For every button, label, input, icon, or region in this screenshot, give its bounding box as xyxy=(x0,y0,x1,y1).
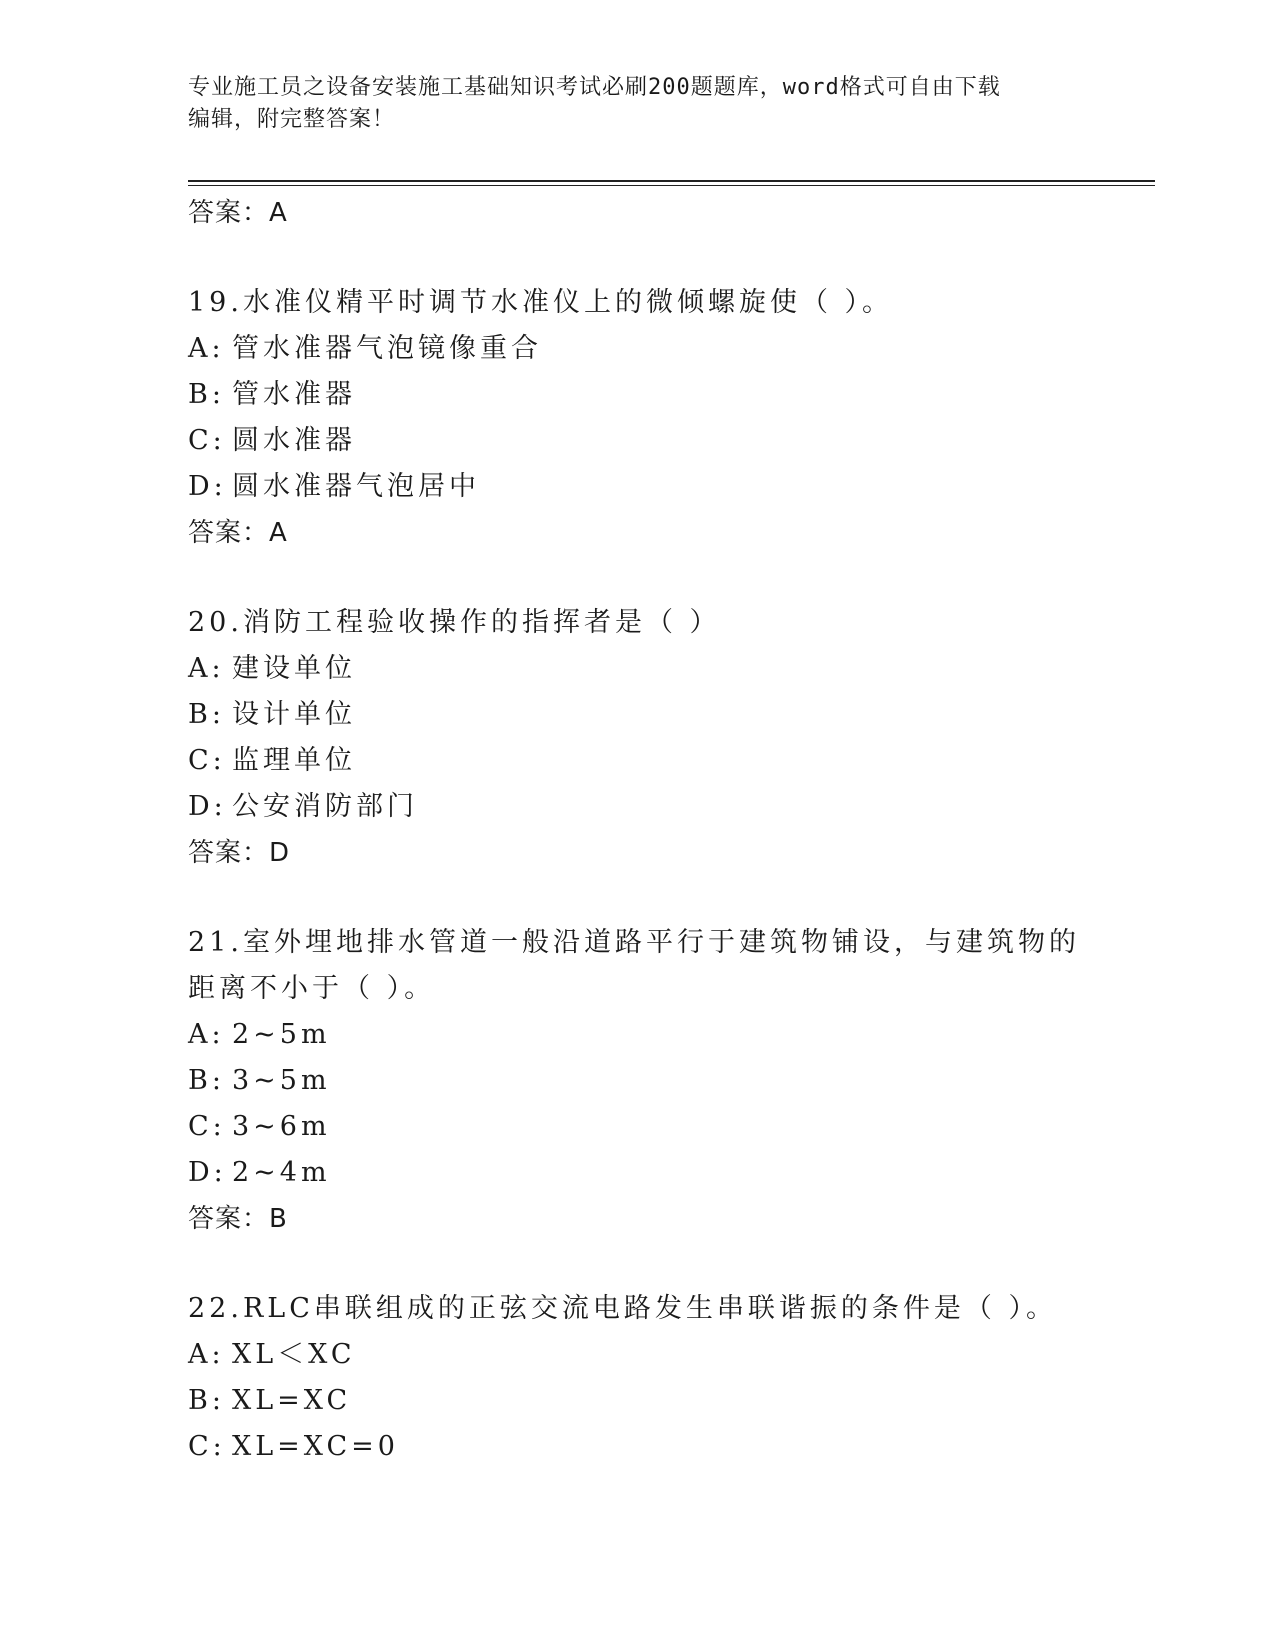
option-letter: B: xyxy=(188,1065,225,1096)
option-text: 3~6m xyxy=(232,1111,331,1142)
option-letter: A: xyxy=(188,333,225,364)
option-d xyxy=(188,464,1088,510)
option-text: XL=XC=0 xyxy=(232,1431,399,1462)
question-block xyxy=(188,920,1088,1242)
option-c xyxy=(188,1104,1088,1150)
option-text: 管水准器 xyxy=(232,379,356,410)
option-letter: C: xyxy=(188,1111,226,1142)
option-a xyxy=(188,326,1088,372)
option-text: 圆水准器气泡居中 xyxy=(232,471,480,502)
question-stem: 21.室外埋地排水管道一般沿道路平行于建筑物铺设，与建筑物的距离不小于（ ）。 xyxy=(188,927,1080,1004)
header-divider-thick xyxy=(188,180,1155,182)
question-stem: 22.RLC串联组成的正弦交流电路发生串联谐振的条件是（ ）。 xyxy=(188,1293,1057,1324)
option-text: 2~4m xyxy=(232,1157,331,1188)
header-divider-thin xyxy=(188,185,1155,186)
option-b xyxy=(188,692,1088,738)
option-letter: D: xyxy=(188,791,227,822)
option-text: XL=XC xyxy=(232,1385,352,1416)
option-text: 公安消防部门 xyxy=(232,791,418,822)
option-text: 2~5m xyxy=(232,1019,331,1050)
option-letter: A: xyxy=(188,653,225,684)
option-c xyxy=(188,1424,1088,1470)
option-a xyxy=(188,1012,1088,1058)
header-title-line-1: 专业施工员之设备安装施工基础知识考试必刷200题题库，word格式可自由下载 xyxy=(188,75,1001,100)
option-d xyxy=(188,1150,1088,1196)
option-a xyxy=(188,1332,1088,1378)
answer-line: 答案：A xyxy=(188,518,288,548)
question-block xyxy=(188,280,1088,556)
answer-line: 答案：B xyxy=(188,1204,288,1234)
question-block xyxy=(188,1286,1088,1470)
option-text: XL＜XC xyxy=(232,1339,356,1370)
option-letter: A: xyxy=(188,1339,225,1370)
option-b xyxy=(188,1378,1088,1424)
option-letter: C: xyxy=(188,425,226,456)
option-text: 3~5m xyxy=(232,1065,331,1096)
option-text: 建设单位 xyxy=(232,653,356,684)
question-stem: 19.水准仪精平时调节水准仪上的微倾螺旋使（ ）。 xyxy=(188,287,894,318)
option-d xyxy=(188,784,1088,830)
answer-line: 答案：D xyxy=(188,838,291,868)
option-letter: D: xyxy=(188,471,227,502)
document-header xyxy=(188,72,1068,136)
option-b xyxy=(188,1058,1088,1104)
option-letter: C: xyxy=(188,1431,226,1462)
option-c xyxy=(188,738,1088,784)
question-list xyxy=(188,190,1088,1470)
option-b xyxy=(188,372,1088,418)
question-stem: 20.消防工程验收操作的指挥者是（ ） xyxy=(188,607,721,638)
option-text: 设计单位 xyxy=(232,699,356,730)
option-letter: A: xyxy=(188,1019,225,1050)
option-letter: B: xyxy=(188,379,225,410)
header-title-line-2: 编辑，附完整答案！ xyxy=(188,107,396,132)
option-letter: D: xyxy=(188,1157,227,1188)
option-text: 圆水准器 xyxy=(232,425,356,456)
option-c xyxy=(188,418,1088,464)
option-a xyxy=(188,646,1088,692)
option-text: 管水准器气泡镜像重合 xyxy=(232,333,542,364)
answer-line: 答案：A xyxy=(188,198,288,228)
question-block xyxy=(188,600,1088,876)
option-letter: B: xyxy=(188,1385,225,1416)
option-text: 监理单位 xyxy=(232,745,356,776)
option-letter: C: xyxy=(188,745,226,776)
option-letter: B: xyxy=(188,699,225,730)
